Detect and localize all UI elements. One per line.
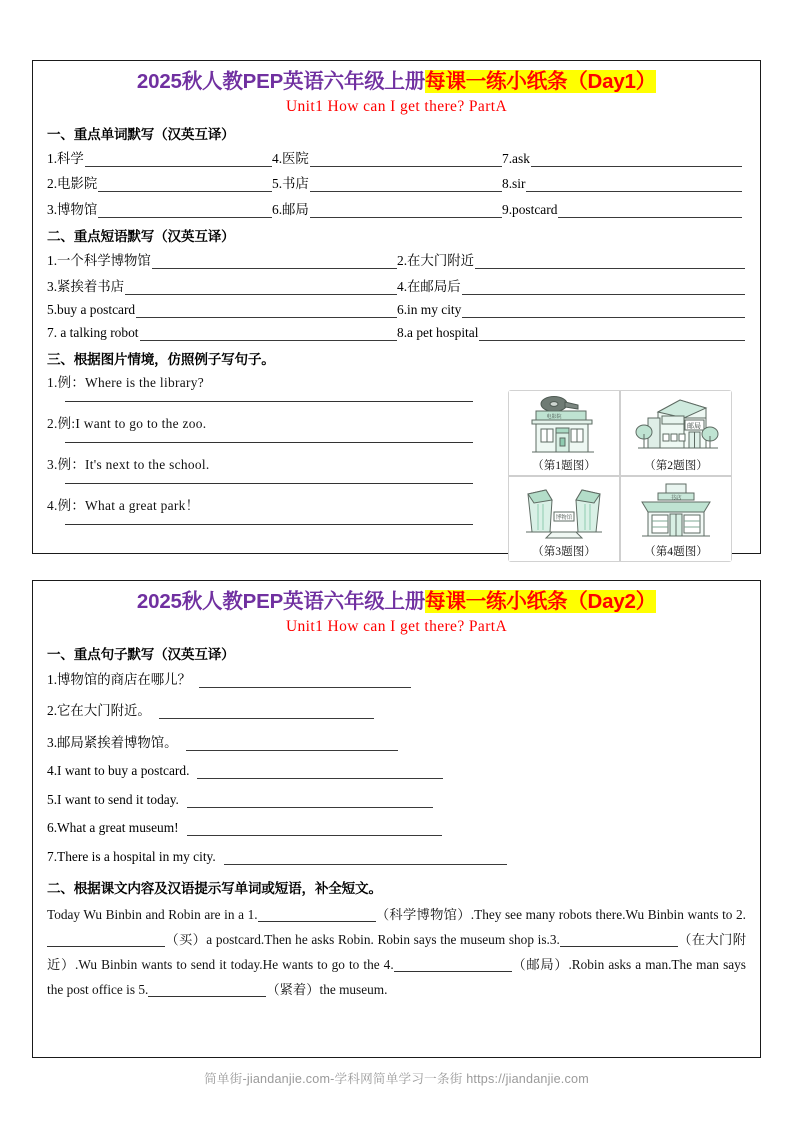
- example-text: 3.例：It's next to the school.: [47, 456, 210, 472]
- picture-cell-1: [509, 391, 619, 475]
- vocab-item: [47, 173, 272, 192]
- answer-blank[interactable]: [47, 932, 165, 947]
- example-item: [47, 495, 502, 525]
- day1-section1-heading: 一、重点单词默写（汉英互译）: [47, 126, 235, 142]
- example-text: 4.例：What a great park！: [47, 497, 200, 513]
- answer-blank[interactable]: [125, 281, 397, 295]
- answer-blank[interactable]: [65, 400, 473, 402]
- sentence-label: 6.What a great museum!: [47, 820, 179, 836]
- answer-blank[interactable]: [479, 327, 745, 341]
- vocab-item: [47, 199, 272, 218]
- phrase-row: [47, 250, 746, 269]
- passage-text: （紧着）the museum.: [266, 982, 388, 998]
- vocab-item: [502, 148, 742, 167]
- day1-example-list: [47, 372, 502, 562]
- vocab-item: [47, 148, 272, 167]
- picture-cell-2: [621, 391, 731, 475]
- sentence-label: 5.I want to send it today.: [47, 791, 179, 807]
- phrase-item: [47, 276, 397, 295]
- phrase-item: [47, 325, 397, 341]
- day2-title-prefix: 2025秋人教PEP英语六年级上册: [136, 590, 426, 613]
- answer-blank[interactable]: [560, 932, 678, 947]
- answer-blank[interactable]: [186, 737, 398, 751]
- day2-section2-heading: 二、根据课文内容及汉语提示写单词或短语，补全短文。: [47, 881, 382, 897]
- day1-panel: [32, 60, 761, 558]
- post-office-building-icon: [628, 394, 724, 456]
- footer-watermark: 简单街-jiandanjie.com-学科网简单学习一条街 https://jiandanjie.com: [204, 1072, 589, 1086]
- vocab-item-label: 3.博物馆: [47, 201, 98, 217]
- answer-blank[interactable]: [224, 851, 507, 865]
- answer-blank[interactable]: [65, 441, 473, 443]
- picture-cell-4: [621, 477, 731, 561]
- answer-blank[interactable]: [187, 794, 433, 808]
- day1-section3-heading: 三、根据图片情境，仿照例子写句子。: [47, 351, 275, 367]
- day1-vocabulary-grid: [47, 148, 746, 218]
- vocab-item-label: 6.邮局: [272, 201, 309, 217]
- answer-blank[interactable]: [98, 204, 272, 218]
- vocab-row: [47, 173, 746, 192]
- day1-title-prefix: 2025秋人教PEP英语六年级上册: [136, 70, 426, 93]
- phrase-item: [397, 302, 745, 318]
- phrase-item-label: 1.一个科学博物馆: [47, 252, 151, 268]
- cinema-building-icon: [516, 394, 612, 456]
- answer-blank[interactable]: [65, 482, 473, 484]
- passage-text: （买）a postcard.Then he asks Robin. Robin says the museum shop is.3.: [165, 932, 560, 948]
- example-item: [47, 413, 502, 443]
- day2-section1-heading: 一、重点句子默写（汉英互译）: [47, 646, 235, 662]
- day1-title-highlight: 每课一练小纸条（Day1）: [425, 70, 657, 93]
- vocab-item-label: 8.sir: [502, 176, 526, 192]
- answer-blank[interactable]: [531, 153, 742, 167]
- answer-blank[interactable]: [85, 153, 272, 167]
- vocab-row: [47, 199, 746, 218]
- phrase-item-label: 8.a pet hospital: [397, 324, 479, 340]
- answer-blank[interactable]: [199, 674, 411, 688]
- sentence-row: [47, 669, 746, 688]
- answer-blank[interactable]: [310, 204, 502, 218]
- sentence-row: [47, 849, 746, 865]
- vocab-item: [272, 199, 502, 218]
- picture-caption-3: （第3题图）: [532, 544, 596, 558]
- day1-subtitle: Unit1 How can I get there? PartA: [285, 97, 508, 115]
- answer-blank[interactable]: [152, 255, 397, 269]
- day2-title-highlight: 每课一练小纸条（Day2）: [425, 590, 657, 613]
- vocab-item: [502, 199, 742, 218]
- answer-blank[interactable]: [159, 705, 374, 719]
- day1-title: [47, 70, 746, 95]
- day2-subtitle: Unit1 How can I get there? PartA: [285, 617, 508, 635]
- vocab-item-label: 7.ask: [502, 150, 530, 166]
- passage-text: （在大门附近）.Wu Binbin wants to send it today.He wants to go to the 4.: [47, 932, 746, 973]
- sentence-row: [47, 792, 746, 808]
- vocab-item: [502, 173, 742, 192]
- picture-grid: [508, 390, 732, 562]
- example-item: [47, 372, 502, 402]
- answer-blank[interactable]: [187, 822, 442, 836]
- vocab-item: [272, 148, 502, 167]
- bookstore-building-icon: [628, 480, 724, 542]
- vocab-item-label: 4.医院: [272, 150, 309, 166]
- day1-section2-heading: 二、重点短语默写（汉英互译）: [47, 228, 235, 244]
- museum-sign-text: 博物馆: [555, 514, 573, 521]
- answer-blank[interactable]: [310, 153, 502, 167]
- phrase-item: [397, 325, 745, 341]
- answer-blank[interactable]: [136, 304, 397, 318]
- phrase-item: [47, 302, 397, 318]
- vocab-item-label: 1.科学: [47, 150, 84, 166]
- picture-caption-1: （第1题图）: [532, 458, 596, 472]
- sentence-label: 1.博物馆的商店在哪儿？: [47, 671, 191, 687]
- phrase-item-label: 6.in my city: [397, 301, 462, 317]
- answer-blank[interactable]: [558, 204, 742, 218]
- phrase-row: [47, 302, 746, 318]
- phrase-item-label: 7. a talking robot: [47, 324, 139, 340]
- answer-blank[interactable]: [475, 255, 745, 269]
- answer-blank[interactable]: [462, 304, 745, 318]
- phrase-row: [47, 276, 746, 295]
- bookstore-sign-text: 书店: [670, 494, 682, 501]
- phrase-row: [47, 325, 746, 341]
- picture-caption-2: （第2题图）: [644, 458, 708, 472]
- day2-sentence-list: [47, 669, 746, 865]
- day2-cloze-passage: [47, 902, 746, 1002]
- phrase-item: [47, 250, 397, 269]
- picture-cell-3: [509, 477, 619, 561]
- sentence-label: 2.它在大门附近。: [47, 703, 151, 719]
- answer-blank[interactable]: [258, 907, 376, 922]
- cinema-sign-text: 电影院: [546, 413, 562, 420]
- sentence-row: [47, 732, 746, 751]
- answer-blank[interactable]: [140, 327, 398, 341]
- sentence-label: 4.I want to buy a postcard.: [47, 763, 190, 779]
- example-text: 2.例:I want to go to the zoo.: [47, 415, 207, 431]
- phrase-item-label: 5.buy a postcard: [47, 301, 136, 317]
- phrase-item-label: 4.在邮局后: [397, 278, 461, 294]
- day2-title: [47, 590, 746, 615]
- day1-section3-body: [47, 372, 746, 562]
- answer-blank[interactable]: [526, 178, 742, 192]
- phrase-item: [397, 250, 745, 269]
- sentence-row: [47, 700, 746, 719]
- post-office-sign-text: 邮局: [687, 421, 701, 430]
- phrase-item-label: 2.在大门附近: [397, 252, 474, 268]
- vocab-item-label: 5.书店: [272, 176, 309, 192]
- answer-blank[interactable]: [462, 281, 745, 295]
- answer-blank[interactable]: [148, 982, 266, 997]
- sentence-row: [47, 763, 746, 779]
- passage-text: （科学博物馆）.They see many robots there.Wu Binbin wants to 2.: [375, 907, 747, 923]
- museum-building-icon: [516, 480, 612, 542]
- passage-text: Today Wu Binbin and Robin are in a 1.: [47, 907, 258, 923]
- passage-text: （邮局）.Robin asks a man.The man says the post office is 5.: [47, 957, 746, 998]
- answer-blank[interactable]: [98, 178, 272, 192]
- answer-blank[interactable]: [394, 957, 512, 972]
- day1-phrase-grid: [47, 250, 746, 341]
- vocab-item-label: 2.电影院: [47, 176, 98, 192]
- day1-picture-area: [508, 372, 732, 562]
- phrase-item-label: 3.紧挨着书店: [47, 278, 124, 294]
- picture-caption-4: （第4题图）: [644, 544, 708, 558]
- vocab-row: [47, 148, 746, 167]
- answer-blank[interactable]: [310, 178, 502, 192]
- sentence-label: 7.There is a hospital in my city.: [47, 848, 216, 864]
- example-text: 1.例：Where is the library?: [47, 374, 204, 390]
- answer-blank[interactable]: [197, 765, 443, 779]
- answer-blank[interactable]: [65, 523, 473, 525]
- vocab-item: [272, 173, 502, 192]
- phrase-item: [397, 276, 745, 295]
- example-item: [47, 454, 502, 484]
- sentence-row: [47, 820, 746, 836]
- day2-panel: [32, 580, 761, 1058]
- vocab-item-label: 9.postcard: [502, 201, 558, 217]
- sentence-label: 3.邮局紧挨着博物馆。: [47, 734, 178, 750]
